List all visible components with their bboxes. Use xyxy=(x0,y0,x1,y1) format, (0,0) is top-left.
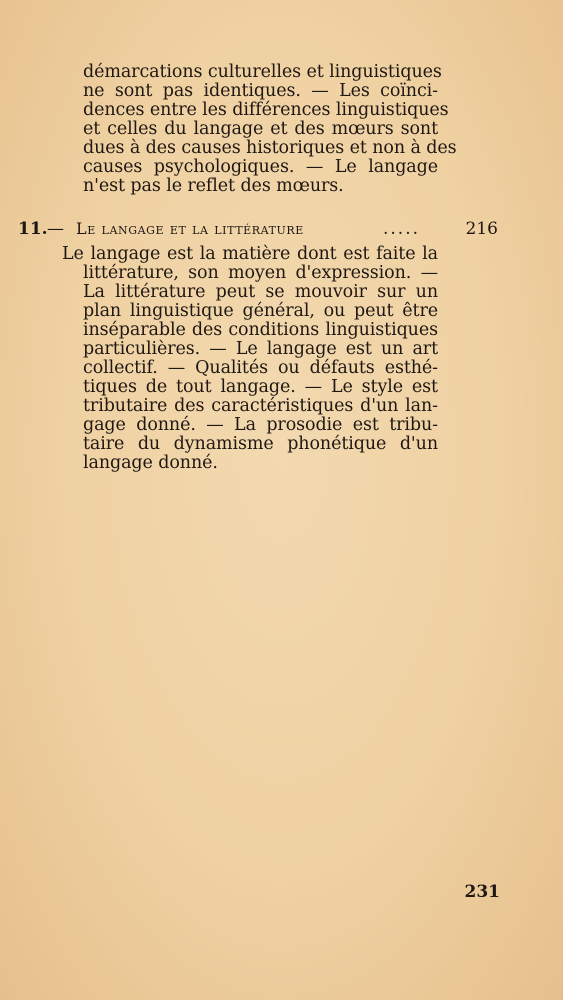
entry-page-reference: 216 xyxy=(465,219,498,239)
text-line: langage donné. xyxy=(83,453,218,473)
entry-dash: — xyxy=(47,219,64,239)
text-line: dences entre les différences linguistiques xyxy=(83,100,449,120)
text-line: démarcations culturelles et linguistiques xyxy=(83,62,442,82)
text-line: particulières. — Le langage est un art xyxy=(83,339,438,359)
text-line: La littérature peut se mouvoir sur un xyxy=(83,282,438,302)
continuation-paragraph xyxy=(83,62,457,196)
text-line: tiques de tout langage. — Le style est xyxy=(83,377,438,397)
toc-entry-heading xyxy=(18,216,498,242)
text-line: gage donné. — La prosodie est tribu- xyxy=(83,415,438,435)
text-line: Le langage est la matière dont est faite la xyxy=(62,244,438,264)
entry-number: 11. xyxy=(18,219,48,239)
text-line: ne sont pas identiques. — Les coïnci- xyxy=(83,81,438,101)
text-line: plan linguistique général, ou peut être xyxy=(83,301,438,321)
text-line: tributaire des caractéristiques d'un lan- xyxy=(83,396,438,416)
entry-summary xyxy=(62,245,438,473)
text-line: taire du dynamisme phonétique d'un xyxy=(83,434,438,454)
text-line: n'est pas le reflet des mœurs. xyxy=(83,176,344,196)
text-line: dues à des causes historiques et non à des xyxy=(83,138,457,158)
page-number: 231 xyxy=(464,882,500,902)
text-line: littérature, son moyen d'expression. — xyxy=(83,263,438,283)
text-line: causes psychologiques. — Le langage xyxy=(83,157,438,177)
leader-dots: ..... xyxy=(383,219,421,239)
text-line: collectif. — Qualités ou défauts esthé- xyxy=(83,358,438,378)
text-line: et celles du langage et des mœurs sont xyxy=(83,119,438,139)
text-line: inséparable des conditions linguistiques xyxy=(83,320,438,340)
entry-title: Le langage et la littérature xyxy=(76,219,304,238)
